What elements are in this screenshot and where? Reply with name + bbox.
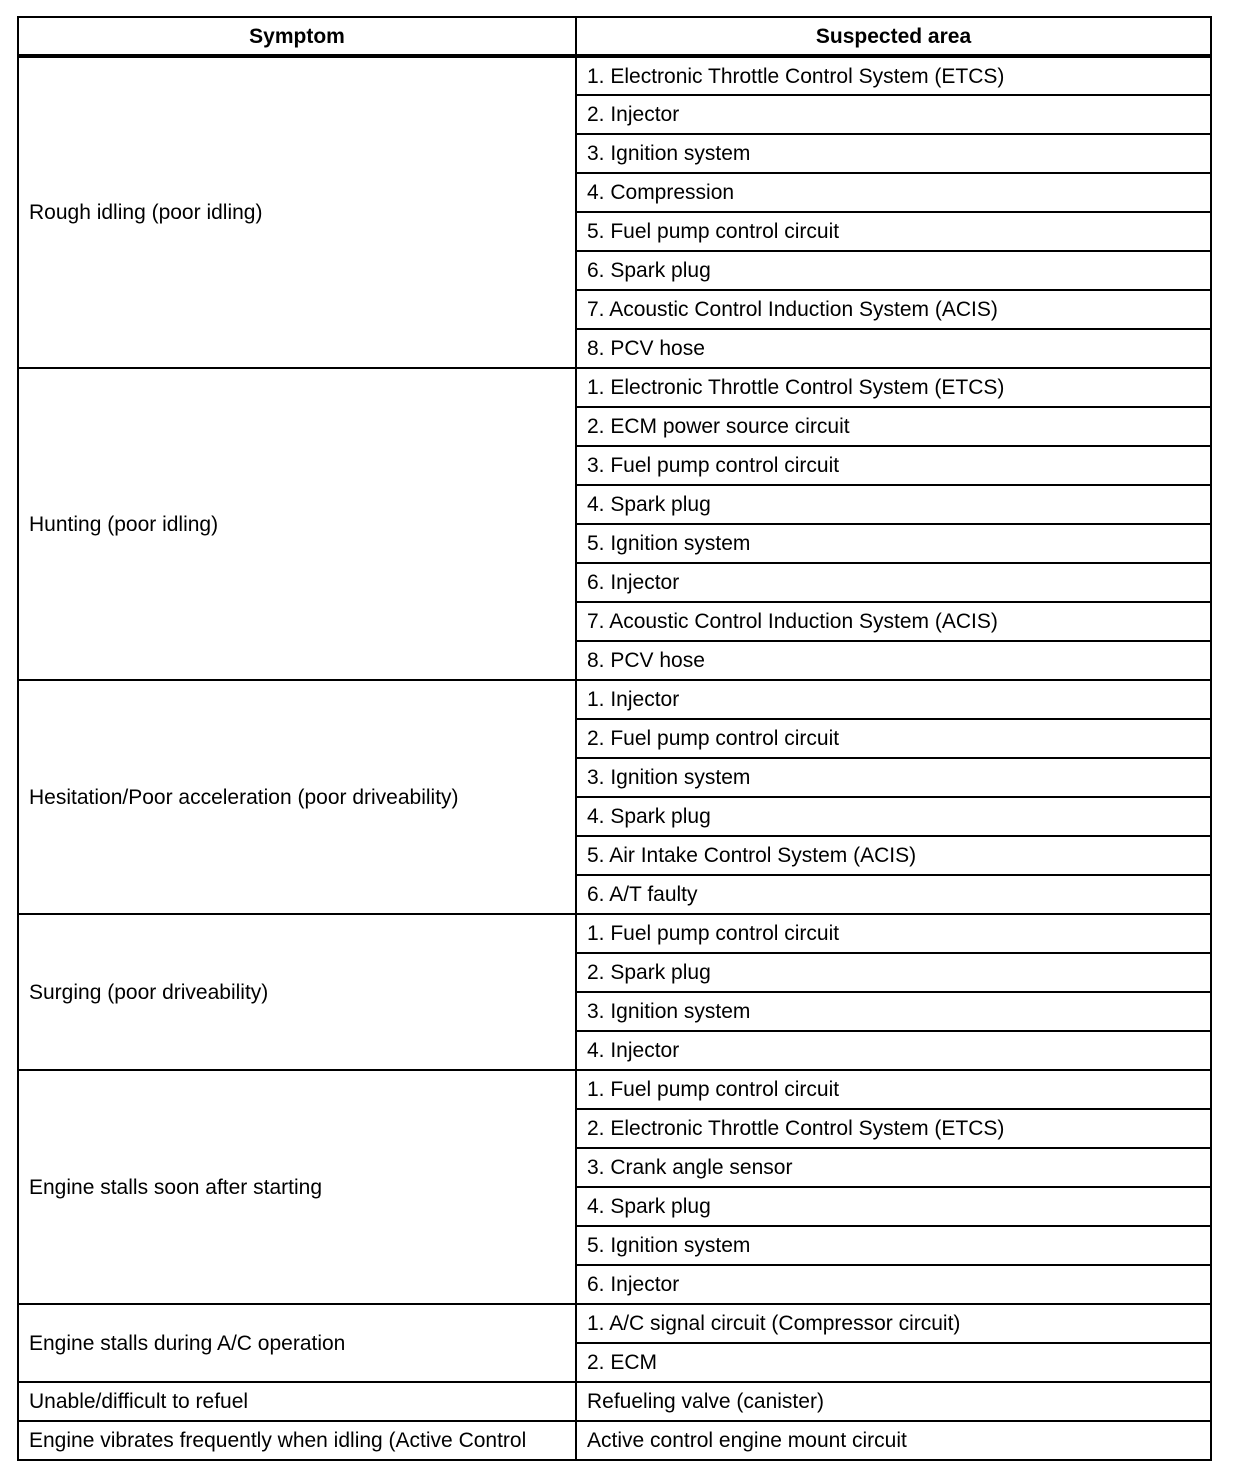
suspected-area-cell: 3. Ignition system <box>576 992 1211 1031</box>
suspected-area-cell: 6. Spark plug <box>576 251 1211 290</box>
suspected-area-cell: 1. Injector <box>576 680 1211 719</box>
suspected-area-cell: 2. ECM <box>576 1343 1211 1382</box>
table-row <box>18 1070 1211 1109</box>
suspected-area-cell: 6. A/T faulty <box>576 875 1211 914</box>
suspected-area-cell: 2. Injector <box>576 95 1211 134</box>
suspected-area-cell: 2. Spark plug <box>576 953 1211 992</box>
suspected-area-cell: 3. Ignition system <box>576 134 1211 173</box>
suspected-area-cell: 1. Fuel pump control circuit <box>576 1070 1211 1109</box>
table-body <box>18 56 1211 1460</box>
symptom-cell: Engine stalls during A/C operation <box>18 1304 576 1382</box>
symptom-cell: Engine vibrates frequently when idling (Active Control <box>18 1421 576 1460</box>
symptom-cell: Rough idling (poor idling) <box>18 56 576 368</box>
suspected-area-cell: 2. ECM power source circuit <box>576 407 1211 446</box>
suspected-area-cell: 7. Acoustic Control Induction System (ACIS) <box>576 602 1211 641</box>
table-header-row <box>18 17 1211 56</box>
suspected-area-cell: 4. Spark plug <box>576 1187 1211 1226</box>
suspected-area-cell: 3. Crank angle sensor <box>576 1148 1211 1187</box>
table-row <box>18 1382 1211 1421</box>
suspected-area-cell: 6. Injector <box>576 563 1211 602</box>
suspected-area-cell: Refueling valve (canister) <box>576 1382 1211 1421</box>
suspected-area-cell: 4. Spark plug <box>576 485 1211 524</box>
symptom-cell: Surging (poor driveability) <box>18 914 576 1070</box>
table-row <box>18 680 1211 719</box>
suspected-area-cell: 4. Spark plug <box>576 797 1211 836</box>
table-row <box>18 56 1211 95</box>
table-row <box>18 914 1211 953</box>
suspected-area-cell: 3. Fuel pump control circuit <box>576 446 1211 485</box>
suspected-area-cell: 8. PCV hose <box>576 641 1211 680</box>
suspected-area-cell: 2. Electronic Throttle Control System (ETCS) <box>576 1109 1211 1148</box>
suspected-area-cell: 2. Fuel pump control circuit <box>576 719 1211 758</box>
suspected-area-cell: 4. Compression <box>576 173 1211 212</box>
symptom-table <box>17 16 1212 1461</box>
suspected-area-cell: 5. Ignition system <box>576 1226 1211 1265</box>
suspected-area-cell: 4. Injector <box>576 1031 1211 1070</box>
suspected-area-cell: 3. Ignition system <box>576 758 1211 797</box>
suspected-area-cell: 1. Electronic Throttle Control System (ETCS) <box>576 56 1211 95</box>
suspected-area-cell: 5. Ignition system <box>576 524 1211 563</box>
table-row <box>18 1421 1211 1460</box>
symptom-cell: Hunting (poor idling) <box>18 368 576 680</box>
header-suspected-area: Suspected area <box>576 17 1211 56</box>
suspected-area-cell: 1. Electronic Throttle Control System (ETCS) <box>576 368 1211 407</box>
symptom-cell: Unable/difficult to refuel <box>18 1382 576 1421</box>
suspected-area-cell: Active control engine mount circuit <box>576 1421 1211 1460</box>
suspected-area-cell: 7. Acoustic Control Induction System (ACIS) <box>576 290 1211 329</box>
header-symptom: Symptom <box>18 17 576 56</box>
suspected-area-cell: 5. Fuel pump control circuit <box>576 212 1211 251</box>
suspected-area-cell: 6. Injector <box>576 1265 1211 1304</box>
suspected-area-cell: 5. Air Intake Control System (ACIS) <box>576 836 1211 875</box>
suspected-area-cell: 8. PCV hose <box>576 329 1211 368</box>
symptom-cell: Hesitation/Poor acceleration (poor driveability) <box>18 680 576 914</box>
suspected-area-cell: 1. A/C signal circuit (Compressor circuit) <box>576 1304 1211 1343</box>
table-row <box>18 1304 1211 1343</box>
suspected-area-cell: 1. Fuel pump control circuit <box>576 914 1211 953</box>
symptom-cell: Engine stalls soon after starting <box>18 1070 576 1304</box>
table-row <box>18 368 1211 407</box>
